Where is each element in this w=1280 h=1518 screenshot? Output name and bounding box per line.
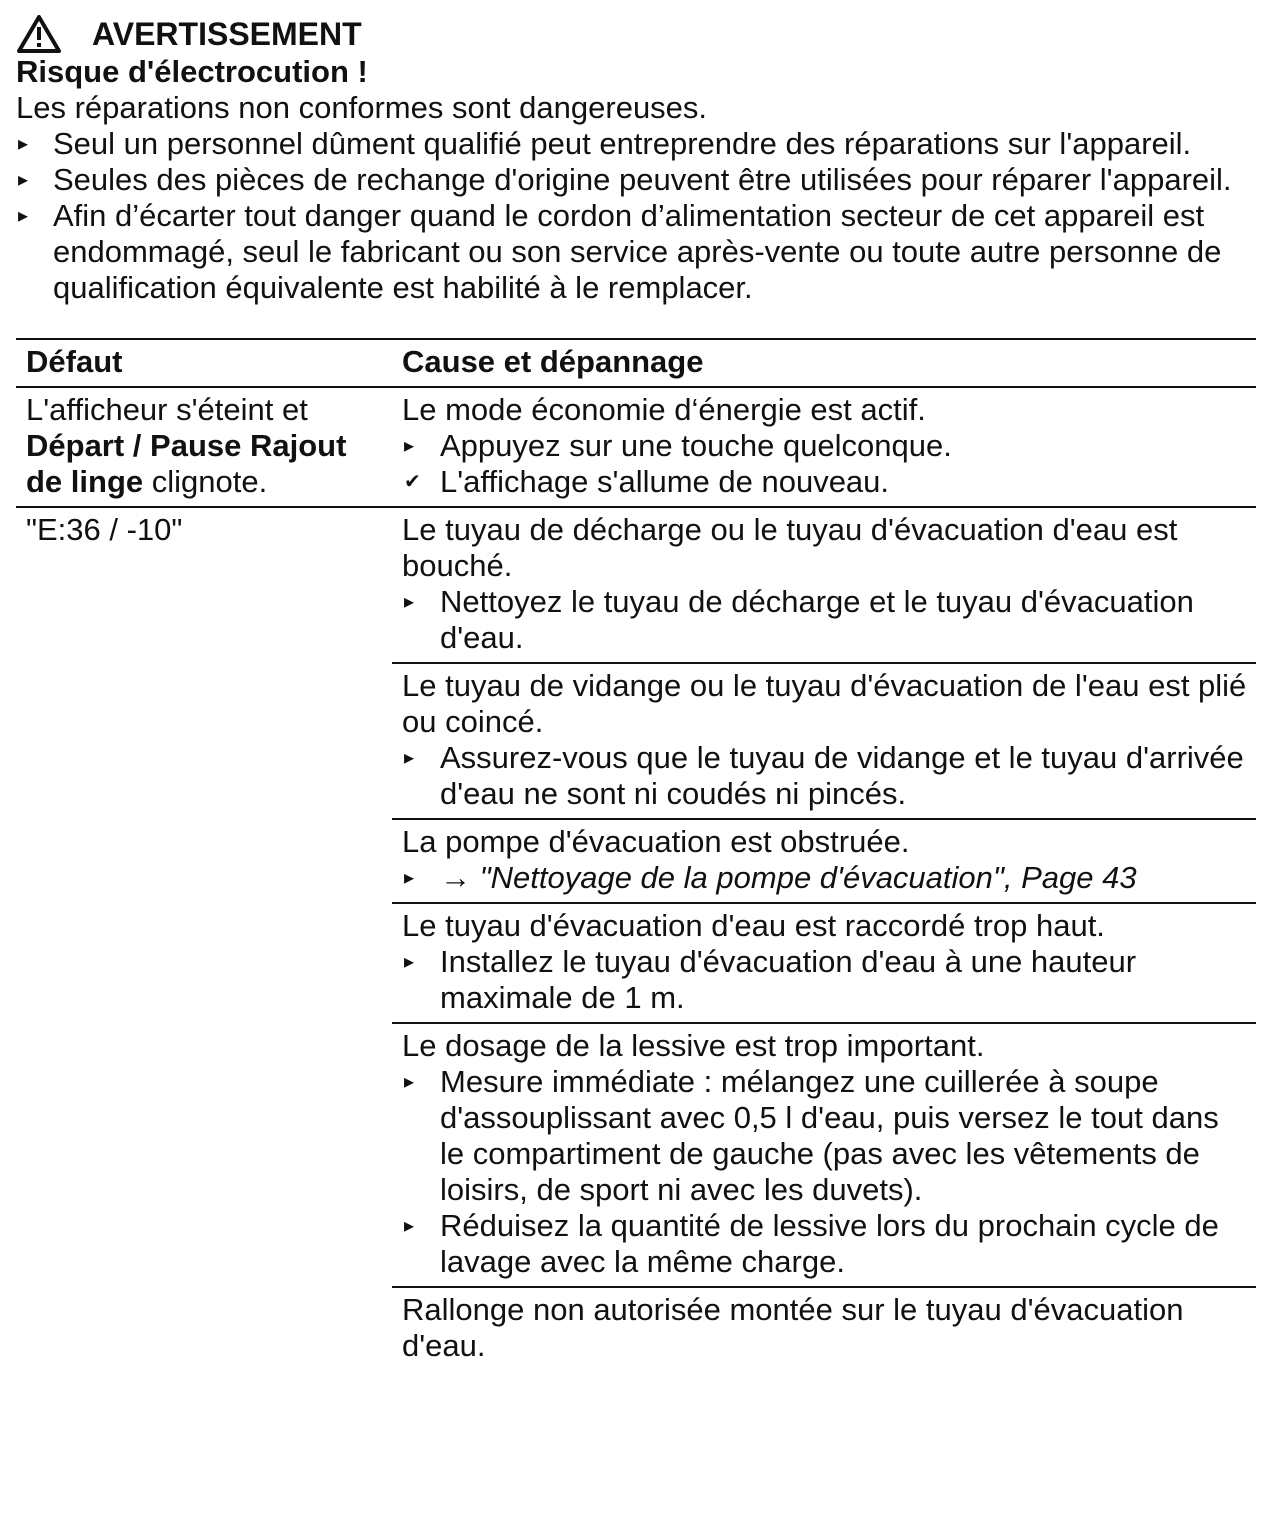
table-row (16, 507, 1256, 663)
table-header-row (16, 339, 1256, 387)
header-cause: Cause et dépannage (392, 339, 1256, 387)
button-name: Départ / Pause Rajout de linge (26, 428, 347, 499)
fault-cell: "E:36 / -10" (16, 507, 392, 1370)
bullet-icon: ▸ (404, 747, 415, 769)
cause-cell: Le tuyau d'évacuation d'eau est raccordé trop haut. ▸ Installez le tuyau d'évacuation d'eau à une hauteur maximale de 1 m. (392, 903, 1256, 1023)
bullet-icon: ▸ (18, 169, 29, 191)
fault-cell: L'afficheur s'éteint et Départ / Pause Rajout de linge clignote. (26, 392, 347, 499)
list-item: ▸ Nettoyez le tuyau de décharge et le tuyau d'évacuation d'eau. (404, 584, 1194, 655)
warning-bullets (16, 126, 1256, 306)
cause-cell: Rallonge non autorisée montée sur le tuyau d'évacuation d'eau. (392, 1287, 1256, 1370)
bullet-icon: ▸ (404, 1215, 415, 1237)
list-item: ▸ Afin d’écarter tout danger quand le cordon d’alimentation secteur de cet appareil est endommagé, seul le fabricant ou son service après-vente ou toute autre personne de qualification équivalente est habilité à le remplacer. (18, 198, 1222, 305)
bullet-icon: ▸ (404, 591, 415, 613)
troubleshooting-table (16, 338, 1256, 1370)
cross-reference-link[interactable]: "Nettoyage de la pompe d'évacuation", Page 43 (479, 860, 1137, 895)
bullet-icon: ▸ (404, 867, 415, 889)
list-item: ▸ Appuyez sur une touche quelconque. (404, 428, 952, 463)
list-item: ▸ Installez le tuyau d'évacuation d'eau à une hauteur maximale de 1 m. (404, 944, 1137, 1015)
check-icon: ✔ (404, 471, 421, 493)
warning-triangle-icon (16, 14, 62, 54)
list-item: ✔ L'affichage s'allume de nouveau. (404, 464, 890, 499)
list-item: ▸ Réduisez la quantité de lessive lors du prochain cycle de lavage avec la même charge. (404, 1208, 1219, 1279)
warning-intro: Les réparations non conformes sont dangereuses. (16, 90, 708, 125)
bullet-icon: ▸ (18, 133, 29, 155)
cause-cell: Le tuyau de vidange ou le tuyau d'évacuation de l'eau est plié ou coincé. ▸ Assurez-vous que le tuyau de vidange et le tuyau d'arrivée d'eau ne sont ni coudés ni pincés. (392, 663, 1256, 819)
bullet-icon: ▸ (404, 951, 415, 973)
list-item: ▸ Seules des pièces de rechange d'origine peuvent être utilisées pour réparer l'appareil. (18, 162, 1232, 197)
table-row (16, 387, 1256, 507)
list-item: ▸ Assurez-vous que le tuyau de vidange et le tuyau d'arrivée d'eau ne sont ni coudés ni pincés. (404, 740, 1244, 811)
cause-cell: Le mode économie d‘énergie est actif. ▸ Appuyez sur une touche quelconque. ✔ L'affichage s'allume de nouveau. (392, 387, 1256, 507)
cause-cell: Le tuyau de décharge ou le tuyau d'évacuation d'eau est bouché. ▸ Nettoyez le tuyau de décharge et le tuyau d'évacuation d'eau. (392, 507, 1256, 663)
cause-cell: Le dosage de la lessive est trop important. ▸ Mesure immédiate : mélangez une cuillerée à soupe d'assouplissant avec 0,5 l d'eau, puis versez le tout dans le compartiment de gauche (pas avec les vêtements de loisirs, de sport ni avec les duvets). ▸ Réduisez la quantité de lessive lors du prochain cycle de lavage avec la même charge. (392, 1023, 1256, 1287)
bullet-icon: ▸ (18, 205, 29, 227)
list-item: ▸ Seul un personnel dûment qualifié peut entreprendre des réparations sur l'appareil. (18, 126, 1192, 161)
warning-heading (16, 14, 1256, 54)
bullet-icon: ▸ (404, 435, 415, 457)
header-fault: Défaut (16, 339, 392, 387)
arrow-icon: → (440, 860, 471, 895)
warning-subtitle: Risque d'électrocution ! (16, 54, 368, 89)
list-item: ▸ Mesure immédiate : mélangez une cuillerée à soupe d'assouplissant avec 0,5 l d'eau, puis versez le tout dans le compartiment de gauche (pas avec les vêtements de loisirs, de sport ni avec les duvets). (404, 1064, 1219, 1207)
bullet-icon: ▸ (404, 1071, 415, 1093)
list-item (402, 860, 1250, 896)
cause-cell: La pompe d'évacuation est obstruée. ▸ → "Nettoyage de la pompe d'évacuation", Page 43 (392, 819, 1256, 903)
warning-title: AVERTISSEMENT (92, 16, 362, 52)
